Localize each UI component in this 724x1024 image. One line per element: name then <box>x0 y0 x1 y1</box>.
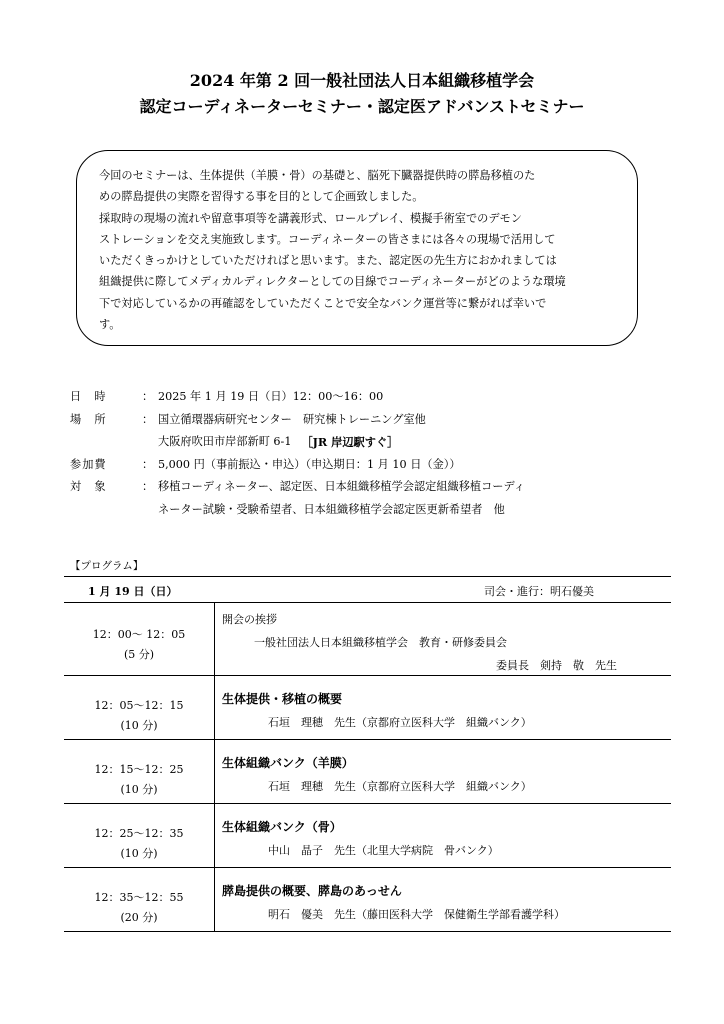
intro-line: ストレーションを交え実施致します。コーディネーターの皆さまには各々の現場で活用して <box>99 232 556 246</box>
program-title: 生体組織バンク（羊膜） <box>222 756 354 770</box>
program-item <box>64 804 671 868</box>
column-divider <box>214 740 215 803</box>
column-divider <box>214 868 215 931</box>
address-value: 大阪府吹田市岸部新町 6-1 <box>158 435 292 448</box>
program-duration: (5 分) <box>123 648 155 661</box>
colon: ： <box>142 457 154 471</box>
program-time: 12：25～12：35 <box>94 827 184 840</box>
colon: ： <box>142 480 154 493</box>
program-speaker: 明石 優美 先生（藤田医科大学 保健衛生学部看護学科） <box>268 908 565 921</box>
program-title: 生体提供・移植の概要 <box>222 692 343 706</box>
date-value: 2025 年 1 月 19 日（日）12：00～16：00 <box>158 390 384 403</box>
program-time: 12：00～ 12：05 <box>92 628 186 641</box>
program-speaker: 石垣 理穂 先生（京都府立医科大学 組織バンク） <box>268 716 532 729</box>
program-item <box>64 603 671 676</box>
event-info <box>70 386 525 521</box>
program-time: 12：15～12：25 <box>94 763 184 776</box>
column-divider <box>214 603 215 675</box>
info-row-fee <box>70 454 525 477</box>
intro-line: めの膵島提供の実際を習得する事を目的として企画致しました。 <box>99 190 424 204</box>
intro-line: 採取時の現場の流れや留意事項等を講義形式、ロールプレイ、模擬手術室でのデモン <box>99 211 522 225</box>
program-speaker: 中山 晶子 先生（北里大学病院 骨バンク） <box>268 844 499 857</box>
target-label: 対 象 <box>70 480 107 493</box>
intro-line: 組織提供に際してメディカルディレクターとしての目線でコーディネーターがどのような環境 <box>99 275 566 289</box>
program-time-cell <box>64 625 214 665</box>
program-time-cell <box>64 888 214 928</box>
program-title: 膵島提供の概要、膵島のあっせん <box>222 884 402 898</box>
place-value: 国立循環器病研究センター 研究棟トレーニング室他 <box>158 412 426 426</box>
program-item <box>64 868 671 932</box>
program-duration: (10 分) <box>120 847 158 860</box>
program-item <box>64 740 671 804</box>
info-row-target-cont <box>158 499 525 522</box>
document-title <box>0 68 724 120</box>
colon: ： <box>142 412 154 426</box>
program-table <box>64 576 671 932</box>
intro-line: いただくきっかけとしていただければと思います。また、認定医の先生方におかれましては <box>99 254 557 268</box>
program-day: 1 月 19 日（日） <box>88 585 178 598</box>
fee-label: 参加費 <box>70 457 107 471</box>
target-value: 移植コーディネーター、認定医、日本組織移植学会認定組織移植コーディ <box>158 480 525 493</box>
info-row-date <box>70 386 525 409</box>
program-title: 開会の挨拶 <box>222 613 277 626</box>
program-title: 生体組織バンク（骨） <box>222 820 342 834</box>
program-day-header <box>64 577 671 603</box>
station-note: ［JR 岸辺駅すぐ］ <box>301 435 399 449</box>
info-row-address <box>158 431 525 454</box>
program-time: 12：35～12：55 <box>94 891 184 904</box>
program-duration: (20 分) <box>120 911 158 924</box>
info-row-target <box>70 476 525 499</box>
program-duration: (10 分) <box>120 719 158 732</box>
column-divider <box>214 804 215 867</box>
program-time-cell <box>64 760 214 800</box>
program-speaker: 石垣 理穂 先生（京都府立医科大学 組織バンク） <box>268 780 532 793</box>
program-speaker: 委員長 剣持 敬 先生 <box>496 659 617 672</box>
column-divider <box>214 676 215 739</box>
colon: ： <box>142 390 154 403</box>
program-item <box>64 676 671 740</box>
target-value-cont: ネーター試験・受験希望者、日本組織移植学会認定医更新希望者 他 <box>158 502 505 516</box>
program-duration: (10 分) <box>120 783 158 796</box>
program-label: 【プログラム】 <box>70 560 144 572</box>
intro-line: 下で対応しているかの再確認をしていただくことで安全なバンク運営等に繋がれば幸いで <box>99 296 547 310</box>
title-line-2: 認定コーディネーターセミナー・認定医アドバンストセミナー <box>139 97 585 116</box>
fee-value: 5,000 円（事前振込・申込）（申込期日：1 月 10 日（金）） <box>158 457 461 471</box>
intro-line: す。 <box>99 318 121 332</box>
info-row-place <box>70 409 525 432</box>
intro-line: 今回のセミナーは、生体提供（羊膜・骨）の基礎と、脳死下臓器提供時の膵島移植のた <box>99 169 536 182</box>
title-line-1: 2024 年第 2 回一般社団法人日本組織移植学会 <box>189 71 535 90</box>
intro-box <box>76 150 638 346</box>
date-label: 日 時 <box>70 390 107 403</box>
place-label: 場 所 <box>70 412 107 426</box>
program-time-cell <box>64 696 214 736</box>
program-speaker-org: 一般社団法人日本組織移植学会 教育・研修委員会 <box>254 636 507 649</box>
program-mc: 司会・進行：明石優美 <box>484 585 594 598</box>
program-time: 12：05～12：15 <box>94 699 184 712</box>
program-time-cell <box>64 824 214 864</box>
